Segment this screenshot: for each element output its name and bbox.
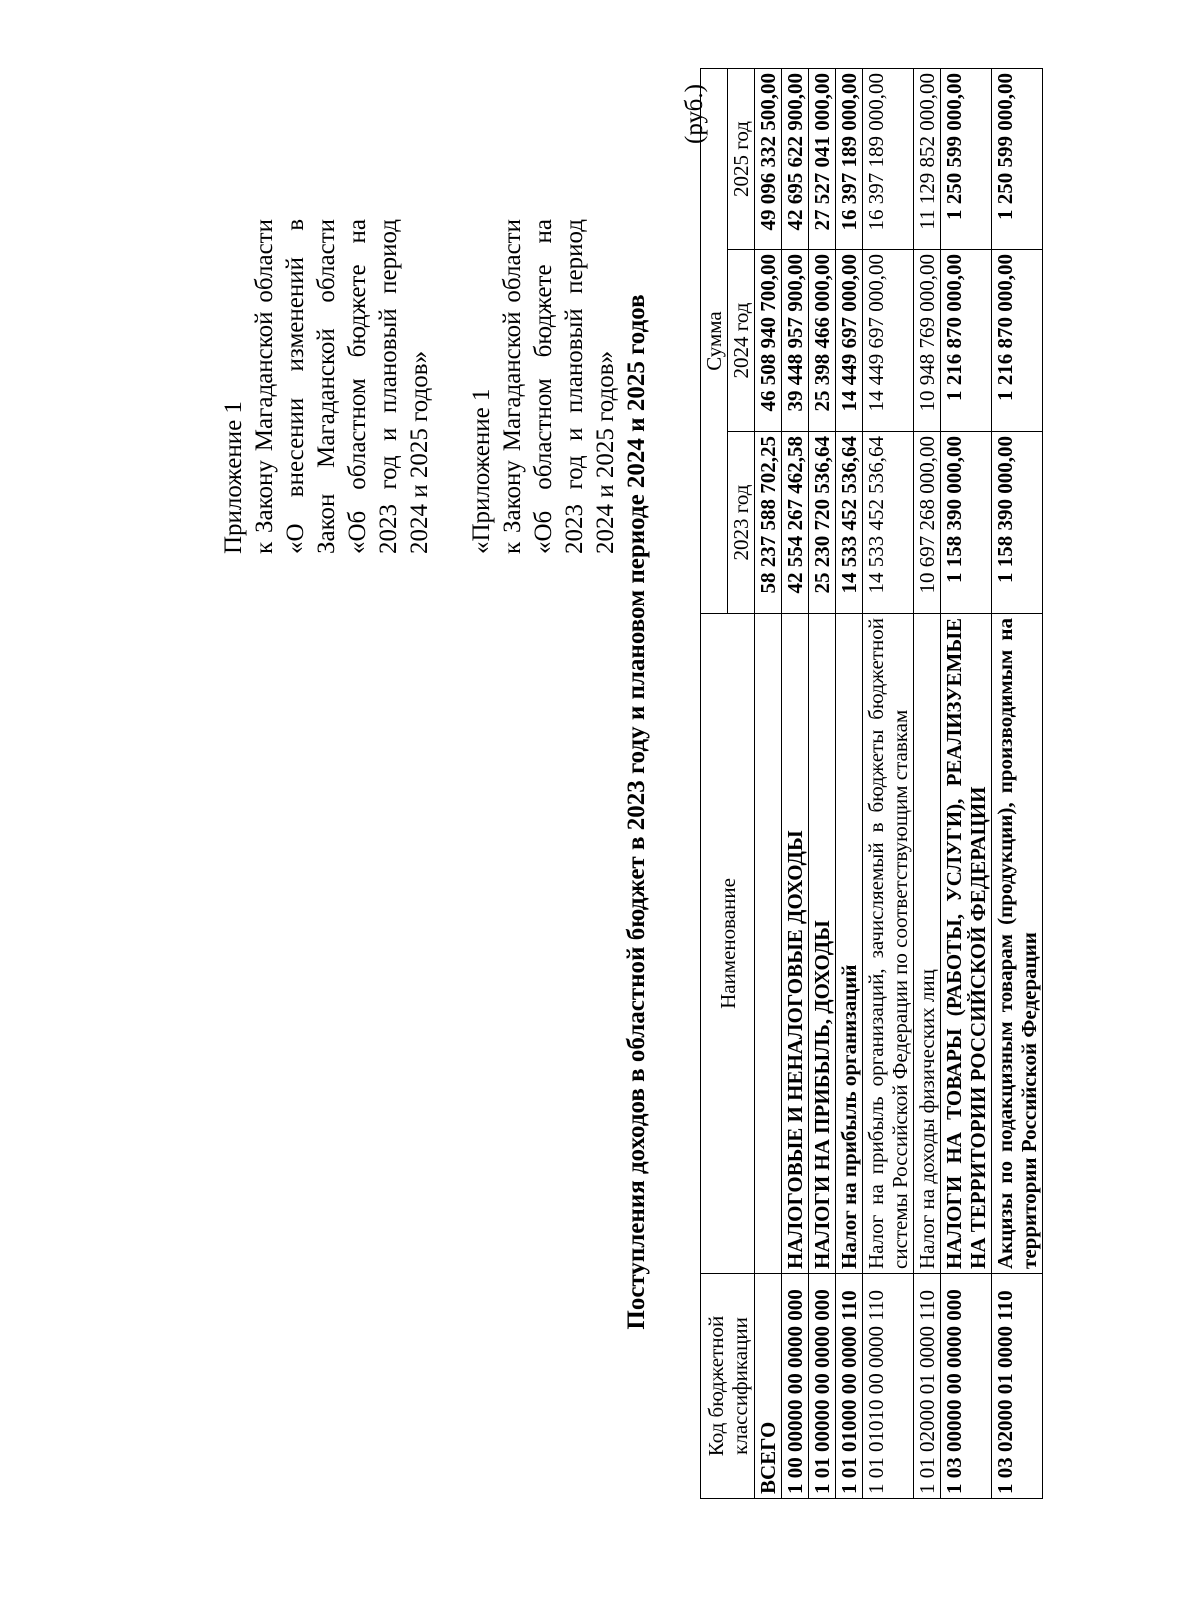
row-code: 1 01 01010 00 0000 110 xyxy=(863,1274,914,1499)
unit-label: (руб.) xyxy=(681,84,708,144)
row-value-2025: 1 250 599 000,00 xyxy=(992,68,1043,249)
row-value-2025: 27 527 041 000,00 xyxy=(809,68,836,249)
appendix-original-text: к Закону Магаданской области «Об областном бюджете на 2023 год и плановый период 2024 и 2025 годов» xyxy=(499,219,619,554)
table-row xyxy=(914,68,941,1498)
row-code: 1 03 02000 01 0000 110 xyxy=(992,1274,1043,1499)
row-code: 1 01 01000 00 0000 110 xyxy=(836,1274,863,1499)
table-row xyxy=(863,68,914,1498)
revenue-table xyxy=(700,68,1043,1499)
row-name: Налог на прибыль организаций xyxy=(836,614,863,1274)
row-value-2023: 14 533 452 536,64 xyxy=(836,432,863,614)
row-code: 1 00 00000 00 0000 000 xyxy=(782,1274,809,1499)
row-value-2023: 1 158 390 000,00 xyxy=(992,432,1043,614)
row-value-2023: 42 554 267 462,58 xyxy=(782,432,809,614)
appendix-header xyxy=(218,219,621,554)
row-value-2024: 25 398 466 000,00 xyxy=(809,250,836,432)
row-code: 1 01 02000 01 0000 110 xyxy=(914,1274,941,1499)
row-value-2024: 39 448 957 900,00 xyxy=(782,250,809,432)
row-value-2023: 1 158 390 000,00 xyxy=(941,432,992,614)
row-value-2025: 49 096 332 500,00 xyxy=(755,68,782,249)
row-name: Акцизы по подакцизным товарам (продукции), производимым на территории Российской Федерации xyxy=(992,614,1043,1274)
header-sum: Сумма xyxy=(701,68,728,613)
table-row xyxy=(941,68,992,1498)
appendix-label: Приложение 1 xyxy=(220,401,247,554)
row-code: 1 01 00000 00 0000 000 xyxy=(809,1274,836,1499)
row-value-2024: 10 948 769 000,00 xyxy=(914,250,941,432)
table-row xyxy=(782,68,809,1498)
row-value-2025: 1 250 599 000,00 xyxy=(941,68,992,249)
row-value-2024: 1 216 870 000,00 xyxy=(941,250,992,432)
row-value-2025: 16 397 189 000,00 xyxy=(863,68,914,249)
header-2025: 2025 год xyxy=(728,68,755,249)
row-name: НАЛОГИ НА ТОВАРЫ (РАБОТЫ, УСЛУГИ), РЕАЛИЗУЕМЫЕ НА ТЕРРИТОРИИ РОССИЙСКОЙ ФЕДЕРАЦИИ xyxy=(941,614,992,1274)
table-row xyxy=(836,68,863,1498)
row-name xyxy=(755,614,782,1274)
row-value-2024: 14 449 697 000,00 xyxy=(863,250,914,432)
row-name: Налог на доходы физических лиц xyxy=(914,614,941,1274)
table-row xyxy=(809,68,836,1498)
header-code: Код бюджетной классификации xyxy=(701,1274,755,1499)
row-value-2023: 58 237 588 702,25 xyxy=(755,432,782,614)
header-2023: 2023 год xyxy=(728,432,755,614)
appendix-text: к Закону Магаданской области «О внесении изменений в Закон Магаданской области «Об областном бюджете на 2023 год и плановый период 2024 и 2025 годов» xyxy=(251,219,433,554)
table-row xyxy=(992,68,1043,1498)
row-name: Налог на прибыль организаций, зачисляемый в бюджеты бюджетной системы Российской Федерации по соответствующим ставкам xyxy=(863,614,914,1274)
row-code: ВСЕГО xyxy=(755,1274,782,1499)
row-value-2025: 16 397 189 000,00 xyxy=(836,68,863,249)
row-value-2024: 1 216 870 000,00 xyxy=(992,250,1043,432)
row-value-2024: 46 508 940 700,00 xyxy=(755,250,782,432)
header-name: Наименование xyxy=(701,614,755,1274)
row-name: НАЛОГОВЫЕ И НЕНАЛОГОВЫЕ ДОХОДЫ xyxy=(782,614,809,1274)
row-value-2023: 14 533 452 536,64 xyxy=(863,432,914,614)
table-row xyxy=(755,68,782,1498)
row-value-2023: 10 697 268 000,00 xyxy=(914,432,941,614)
row-value-2025: 42 695 622 900,00 xyxy=(782,68,809,249)
appendix-original-label: «Приложение 1 xyxy=(468,388,495,554)
document-title: Поступления доходов в областной бюджет в 2023 году и плановом периоде 2024 и 2025 годов xyxy=(623,294,650,1330)
header-2024: 2024 год xyxy=(728,250,755,432)
row-value-2023: 25 230 720 536,64 xyxy=(809,432,836,614)
row-name: НАЛОГИ НА ПРИБЫЛЬ, ДОХОДЫ xyxy=(809,614,836,1274)
row-value-2024: 14 449 697 000,00 xyxy=(836,250,863,432)
row-code: 1 03 00000 00 0000 000 xyxy=(941,1274,992,1499)
row-value-2025: 11 129 852 000,00 xyxy=(914,68,941,249)
